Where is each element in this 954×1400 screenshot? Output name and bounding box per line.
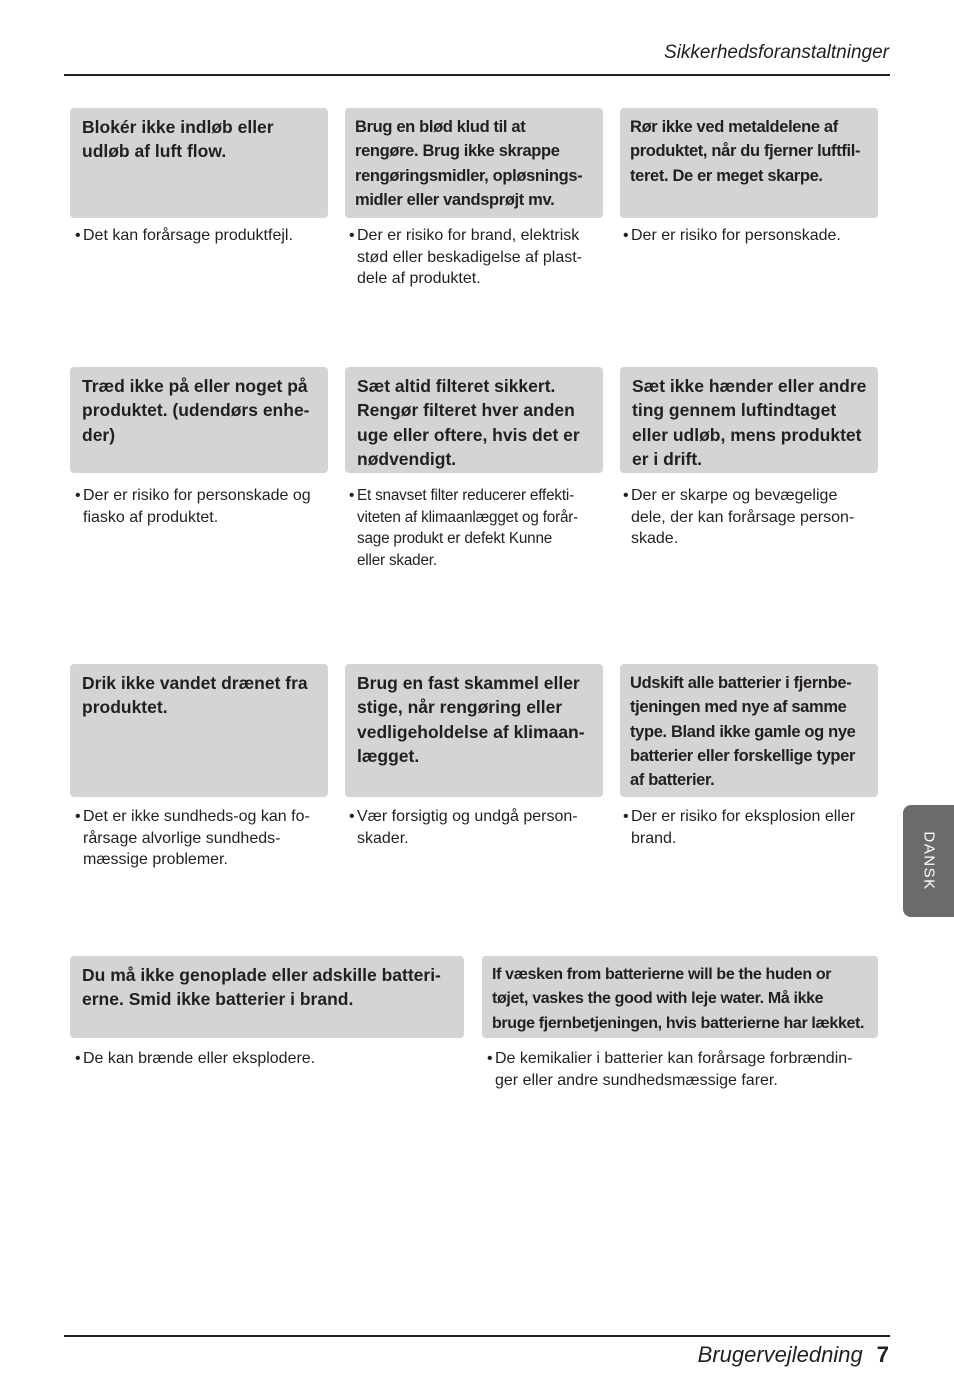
warning-note-text-3: Der er risiko for personskade. (631, 227, 841, 244)
warning-title-3: Rør ikke ved metaldelene af produktet, når du fjerner luftfil- teret. De er meget skarpe. (620, 108, 878, 218)
warning-note-7: • Det er ikke sundheds-og kan fo- rårsage alvorlige sundheds- mæssige problemer. (75, 808, 310, 869)
warning-title-4: Træd ikke på eller noget på produktet. (udendørs enhe- der) (70, 367, 328, 473)
warning-title-7: Drik ikke vandet drænet fra produktet. (70, 664, 328, 797)
warning-note-3: • Der er risiko for personskade. (623, 227, 841, 244)
warning-note-5: • Et snavset filter reducerer effekti- viteten af klimaanlægget og forår- sage produkt er defekt Kunne eller skader. (349, 487, 579, 569)
language-tab (903, 805, 954, 917)
warning-note-11: • De kemikalier i batterier kan forårsage forbrændin- ger eller andre sundhedsmæssige farer. (487, 1050, 853, 1089)
warning-note-text-2: Der er risiko for brand, elektrisk stød eller beskadigelse af plast- dele af produktet. (357, 227, 582, 288)
warning-note-1: • Det kan forårsage produktfejl. (75, 227, 293, 244)
warning-note-10: • De kan brænde eller eksplodere. (75, 1050, 316, 1067)
warning-title-1: Blokér ikke indløb eller udløb af luft flow. (70, 108, 328, 218)
document-name: Brugervejledning (697, 1342, 863, 1367)
warning-note-text-11: De kemikalier i batterier kan forårsage forbrændin- ger eller andre sundhedsmæssige farer. (495, 1050, 853, 1089)
warning-note-6: • Der er skarpe og bevægelige dele, der kan forårsage person- skade. (623, 487, 855, 548)
footer-rule (64, 1335, 890, 1337)
warning-note-text-9: Der er risiko for eksplosion eller brand. (631, 808, 856, 847)
warning-title-2: Brug en blød klud til at rengøre. Brug ikke skrappe rengøringsmidler, opløsnings- midler eller vandsprøjt mv. (345, 108, 603, 218)
warning-title-8: Brug en fast skammel eller stige, når rengøring eller vedligeholdelse af klimaan- lægget. (345, 664, 603, 797)
warning-note-text-5: Et snavset filter reducerer effekti- viteten af klimaanlægget og forår- sage produkt er defekt Kunne eller skader. (357, 487, 579, 569)
warning-note-text-10: De kan brænde eller eksplodere. (83, 1050, 316, 1067)
section-title: Sikkerhedsforanstaltninger (664, 42, 889, 63)
warning-title-5: Sæt altid filteret sikkert. Rengør filteret hver anden uge eller oftere, hvis det er nødvendigt. (345, 367, 603, 473)
warning-note-text-1: Det kan forårsage produktfejl. (83, 227, 293, 244)
page-footer (698, 1342, 889, 1368)
warning-note-9: • Der er risiko for eksplosion eller brand. (623, 808, 856, 847)
warning-note-text-6: Der er skarpe og bevægelige dele, der kan forårsage person- skade. (631, 487, 855, 548)
warning-note-text-8: Vær forsigtig og undgå person- skader. (357, 808, 578, 847)
warning-title-6: Sæt ikke hænder eller andre ting gennem luftindtaget eller udløb, mens produktet er i drift. (620, 367, 878, 473)
page-number: 7 (876, 1342, 889, 1367)
warning-note-4: • Der er risiko for personskade og fiasko af produktet. (75, 487, 311, 526)
warning-title-10: Du må ikke genoplade eller adskille batteri- erne. Smid ikke batterier i brand. (70, 956, 464, 1038)
header-rule (64, 74, 890, 76)
warning-note-text-4: Der er risiko for personskade og fiasko af produktet. (83, 487, 311, 526)
warning-title-11: If væsken from batterierne will be the huden or tøjet, vaskes the good with leje water. Må ikke bruge fjernbetjeningen, hvis batterierne har lækket. (482, 956, 878, 1038)
language-tab-label: DANSK (920, 831, 937, 891)
warning-note-2: • Der er risiko for brand, elektrisk stød eller beskadigelse af plast- dele af produktet. (349, 227, 582, 288)
warning-title-9: Udskift alle batterier i fjernbe- tjeningen med nye af samme type. Bland ikke gamle og nye batterier eller forskellige typer af batterier. (620, 664, 878, 797)
warning-note-8: • Vær forsigtig og undgå person- skader. (349, 808, 578, 847)
warning-note-text-7: Det er ikke sundheds-og kan fo- rårsage alvorlige sundheds- mæssige problemer. (83, 808, 310, 869)
